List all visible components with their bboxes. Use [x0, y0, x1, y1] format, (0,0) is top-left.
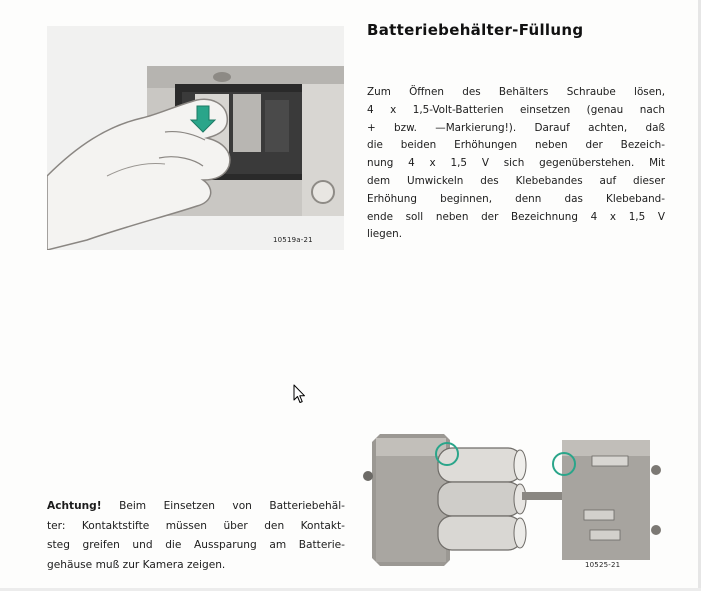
- instructions-line: liegen.: [367, 228, 403, 241]
- instructions-line: Erhöhung beginnen, denn das Klebeband-: [367, 192, 665, 205]
- mouse-pointer-icon: [293, 384, 307, 404]
- photo-top-caption: 10519a-21: [273, 236, 313, 244]
- instructions-line: nung 4 x 1,5 V sich gegenüberstehen. Mit: [367, 157, 665, 170]
- warning-label: Achtung!: [47, 500, 102, 512]
- battery-insertion-photo: [47, 26, 344, 250]
- warning-line-text: Beim Einsetzen von Batteriebehäl-: [101, 500, 345, 512]
- instructions-line: ende soll neben der Bezeichnung 4 x 1,5 V: [367, 210, 665, 223]
- instructions-paragraph: [367, 84, 665, 244]
- instructions-line: 4 x 1,5-Volt-Batterien einsetzen (genau nach: [367, 103, 665, 116]
- warning-paragraph: [47, 497, 345, 575]
- photo-bottom-caption: 10525-21: [585, 561, 621, 569]
- section-title: Batteriebehälter-Füllung: [367, 21, 584, 39]
- instructions-line: Zum Öffnen des Behälters Schraube lösen,: [367, 86, 665, 98]
- warning-line: ter: Kontaktstifte müssen über den Kontakt-: [47, 519, 345, 532]
- instructions-line: + bzw. —Markierung!). Darauf achten, daß: [367, 121, 665, 134]
- warning-line: steg greifen und die Aussparung am Batterie-: [47, 539, 345, 551]
- warning-line: [47, 497, 345, 517]
- warning-line: gehäuse muß zur Kamera zeigen.: [47, 558, 226, 571]
- instructions-line: die beiden Erhöhungen neben der Bezeich-: [367, 139, 665, 152]
- instructions-line: dem Umwickeln des Klebebandes auf dieser: [367, 174, 665, 187]
- battery-housing-photo: [358, 426, 670, 574]
